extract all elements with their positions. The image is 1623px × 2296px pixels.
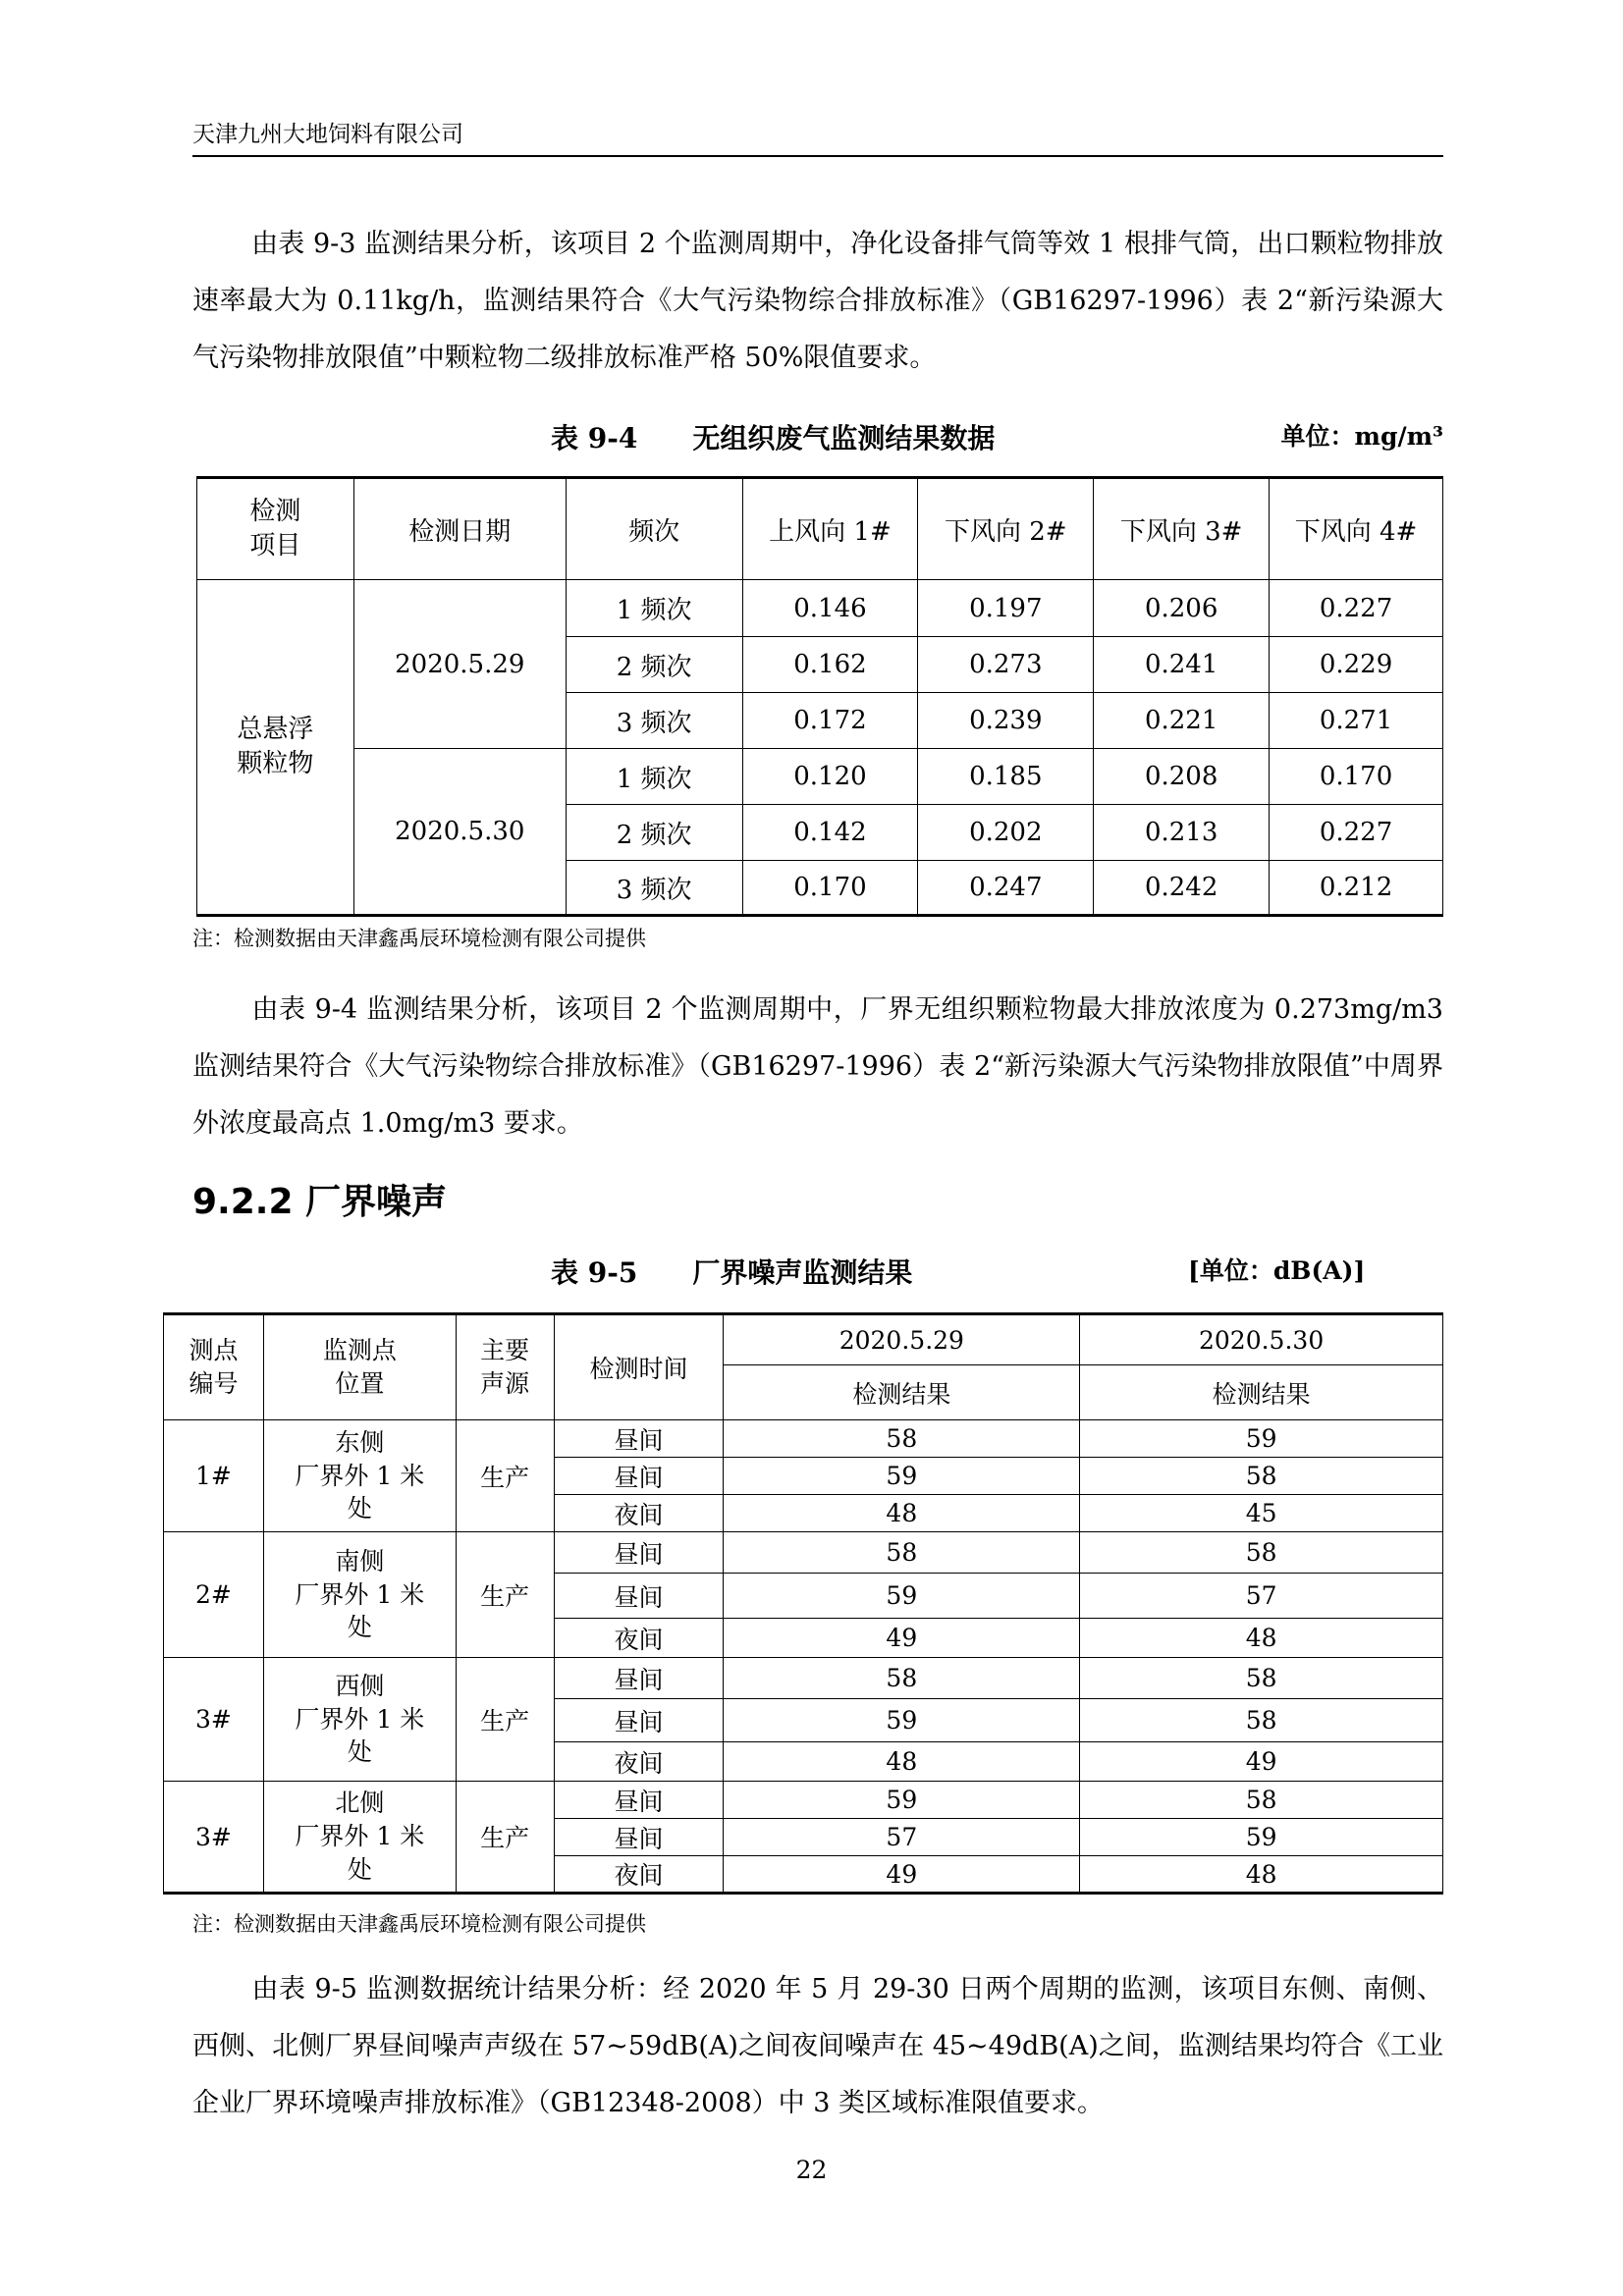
header-point-line2: 编号: [189, 1369, 239, 1398]
value-cell: 0.162: [742, 637, 918, 693]
result-cell: 59: [1080, 1819, 1443, 1856]
result-cell: 57: [1080, 1574, 1443, 1619]
header-location-line2: 位置: [335, 1369, 385, 1398]
header-date-2: 2020.5.30: [1080, 1314, 1443, 1365]
value-cell: 0.229: [1270, 637, 1443, 693]
result-cell: 58: [724, 1532, 1080, 1574]
source-cell: 生产: [456, 1420, 554, 1532]
time-cell: 夜间: [554, 1619, 724, 1658]
freq-cell: 3 频次: [566, 693, 742, 749]
header-source-line1: 主要: [480, 1336, 530, 1365]
item-line2: 颗粒物: [237, 749, 314, 778]
table-9-4-unit: 单位：mg/m³: [1280, 422, 1443, 451]
header-time: 检测时间: [554, 1314, 724, 1420]
time-cell: 昼间: [554, 1658, 724, 1699]
result-cell: 48: [1080, 1856, 1443, 1894]
value-cell: 0.206: [1094, 580, 1270, 637]
point-cell: 2#: [164, 1532, 264, 1658]
header-item-line2: 项目: [249, 531, 301, 561]
header-result-1: 检测结果: [724, 1365, 1080, 1420]
location-line2: 厂界外 1 米: [295, 1704, 425, 1734]
source-cell: 生产: [456, 1658, 554, 1782]
time-cell: 昼间: [554, 1532, 724, 1574]
result-cell: 48: [724, 1742, 1080, 1782]
result-cell: 58: [1080, 1782, 1443, 1819]
time-cell: 昼间: [554, 1420, 724, 1458]
value-cell: 0.242: [1094, 861, 1270, 916]
header-source-line2: 声源: [480, 1369, 530, 1398]
table-9-4: [196, 476, 1443, 917]
source-cell: 生产: [456, 1782, 554, 1894]
paragraph-3-text: 由表 9-5 监测数据统计结果分析：经 2020 年 5 月 29-30 日两个周期的监测，该项目东侧、南侧、西侧、北侧厂界昼间噪声声级在 57~59dB(A)之间夜间噪声在 45~49dB(A)之间，监测结果均符合《工业企业厂界环境噪声排放标准》（GB12348-2008）中 3 类区域标准限值要求。: [192, 1974, 1443, 2118]
location-line2: 厂界外 1 米: [295, 1822, 425, 1851]
value-cell: 0.170: [742, 861, 918, 916]
value-cell: 0.146: [742, 580, 918, 637]
result-cell: 58: [1080, 1699, 1443, 1742]
header-date-1: 2020.5.29: [724, 1314, 1080, 1365]
location-cell: [263, 1782, 456, 1894]
table-9-5-header-row-1: [164, 1314, 1443, 1365]
header-point-line1: 测点: [189, 1336, 239, 1365]
header-location-line1: 监测点: [322, 1336, 397, 1365]
paragraph-1-text: 由表 9-3 监测结果分析，该项目 2 个监测周期中，净化设备排气筒等效 1 根排气筒，出口颗粒物排放速率最大为 0.11kg/h，监测结果符合《大气污染物综合排放标准》（GB16297-1996）表 2“新污染源大气污染物排放限值”中颗粒物二级排放标准严格 50%限值要求。: [192, 229, 1443, 373]
freq-cell: 2 频次: [566, 805, 742, 861]
location-cell: [263, 1420, 456, 1532]
header-up1: 上风向 1#: [742, 478, 918, 580]
header-item-line1: 检测: [249, 496, 301, 526]
result-cell: 58: [1080, 1458, 1443, 1495]
location-line3: 处: [347, 1737, 372, 1767]
item-line1: 总悬浮: [237, 714, 314, 744]
location-line2: 厂界外 1 米: [295, 1461, 425, 1490]
paragraph-3: [192, 1961, 1443, 2132]
value-cell: 0.185: [918, 749, 1094, 805]
table-row: [164, 1782, 1443, 1819]
location-cell: [263, 1532, 456, 1658]
table-row: [164, 1532, 1443, 1574]
result-cell: 58: [1080, 1658, 1443, 1699]
time-cell: 昼间: [554, 1819, 724, 1856]
location-line3: 处: [347, 1613, 372, 1642]
location-line1: 南侧: [335, 1546, 385, 1575]
location-cell: [263, 1658, 456, 1782]
result-cell: 49: [724, 1619, 1080, 1658]
value-cell: 0.239: [918, 693, 1094, 749]
value-cell: 0.208: [1094, 749, 1270, 805]
location-line2: 厂界外 1 米: [295, 1579, 425, 1609]
result-cell: 58: [1080, 1532, 1443, 1574]
table-9-4-header-row: [197, 478, 1443, 580]
date-cell: 2020.5.29: [353, 580, 566, 749]
result-cell: 45: [1080, 1495, 1443, 1532]
table-row: [197, 749, 1443, 805]
time-cell: 昼间: [554, 1458, 724, 1495]
time-cell: 夜间: [554, 1495, 724, 1532]
location-line3: 处: [347, 1854, 372, 1884]
value-cell: 0.247: [918, 861, 1094, 916]
page-number: 22: [795, 2156, 828, 2184]
location-line1: 东侧: [335, 1427, 385, 1457]
result-cell: 59: [724, 1782, 1080, 1819]
point-cell: 3#: [164, 1658, 264, 1782]
source-cell: 生产: [456, 1532, 554, 1658]
item-cell: [197, 580, 354, 916]
time-cell: 昼间: [554, 1699, 724, 1742]
result-cell: 48: [724, 1495, 1080, 1532]
paragraph-2: [192, 982, 1443, 1152]
result-cell: 58: [724, 1420, 1080, 1458]
table-row: [164, 1420, 1443, 1458]
paragraph-2-text: 由表 9-4 监测结果分析，该项目 2 个监测周期中，厂界无组织颗粒物最大排放浓度为 0.273mg/m3 监测结果符合《大气污染物综合排放标准》（GB16297-1996）表 2“新污染源大气污染物排放限值”中周界外浓度最高点 1.0mg/m3 要求。: [192, 994, 1443, 1139]
value-cell: 0.172: [742, 693, 918, 749]
header-down4: 下风向 4#: [1270, 478, 1443, 580]
header-down3: 下风向 3#: [1094, 478, 1270, 580]
header-source: [456, 1314, 554, 1420]
header-result-2: 检测结果: [1080, 1365, 1443, 1420]
time-cell: 昼间: [554, 1782, 724, 1819]
value-cell: 0.227: [1270, 805, 1443, 861]
result-cell: 59: [724, 1574, 1080, 1619]
table-9-4-note: 注：检测数据由天津鑫禹辰环境检测有限公司提供: [192, 927, 646, 950]
value-cell: 0.202: [918, 805, 1094, 861]
point-cell: 3#: [164, 1782, 264, 1894]
location-line3: 处: [347, 1494, 372, 1523]
result-cell: 57: [724, 1819, 1080, 1856]
result-cell: 48: [1080, 1619, 1443, 1658]
location-line1: 西侧: [335, 1671, 385, 1700]
value-cell: 0.241: [1094, 637, 1270, 693]
header-location: [263, 1314, 456, 1420]
header-freq: 频次: [566, 478, 742, 580]
value-cell: 0.213: [1094, 805, 1270, 861]
result-cell: 59: [724, 1458, 1080, 1495]
header-rule: [192, 155, 1443, 157]
value-cell: 0.273: [918, 637, 1094, 693]
freq-cell: 1 频次: [566, 749, 742, 805]
freq-cell: 3 频次: [566, 861, 742, 916]
value-cell: 0.271: [1270, 693, 1443, 749]
time-cell: 夜间: [554, 1856, 724, 1894]
section-title: 9.2.2 厂界噪声: [192, 1182, 448, 1222]
time-cell: 昼间: [554, 1574, 724, 1619]
header-date: 检测日期: [353, 478, 566, 580]
paragraph-1: [192, 216, 1443, 387]
result-cell: 49: [724, 1856, 1080, 1894]
result-cell: 58: [724, 1658, 1080, 1699]
location-line1: 北侧: [335, 1789, 385, 1818]
value-cell: 0.142: [742, 805, 918, 861]
value-cell: 0.120: [742, 749, 918, 805]
table-row: [164, 1658, 1443, 1699]
freq-cell: 2 频次: [566, 637, 742, 693]
freq-cell: 1 频次: [566, 580, 742, 637]
table-9-5-caption: 表 9-5 厂界噪声监测结果: [551, 1256, 913, 1289]
table-9-5-unit: [单位：dB(A)]: [1188, 1256, 1366, 1285]
result-cell: 59: [724, 1699, 1080, 1742]
header-point: [164, 1314, 264, 1420]
table-9-4-caption: 表 9-4 无组织废气监测结果数据: [551, 422, 996, 454]
value-cell: 0.227: [1270, 580, 1443, 637]
result-cell: 49: [1080, 1742, 1443, 1782]
header-company: 天津九州大地饲料有限公司: [192, 122, 463, 147]
table-row: [197, 580, 1443, 637]
table-9-5: [163, 1312, 1443, 1895]
value-cell: 0.170: [1270, 749, 1443, 805]
table-9-5-note: 注：检测数据由天津鑫禹辰环境检测有限公司提供: [192, 1912, 646, 1936]
header-cell: [197, 478, 354, 580]
header-down2: 下风向 2#: [918, 478, 1094, 580]
result-cell: 59: [1080, 1420, 1443, 1458]
point-cell: 1#: [164, 1420, 264, 1532]
value-cell: 0.197: [918, 580, 1094, 637]
value-cell: 0.212: [1270, 861, 1443, 916]
time-cell: 夜间: [554, 1742, 724, 1782]
value-cell: 0.221: [1094, 693, 1270, 749]
date-cell: 2020.5.30: [353, 749, 566, 916]
